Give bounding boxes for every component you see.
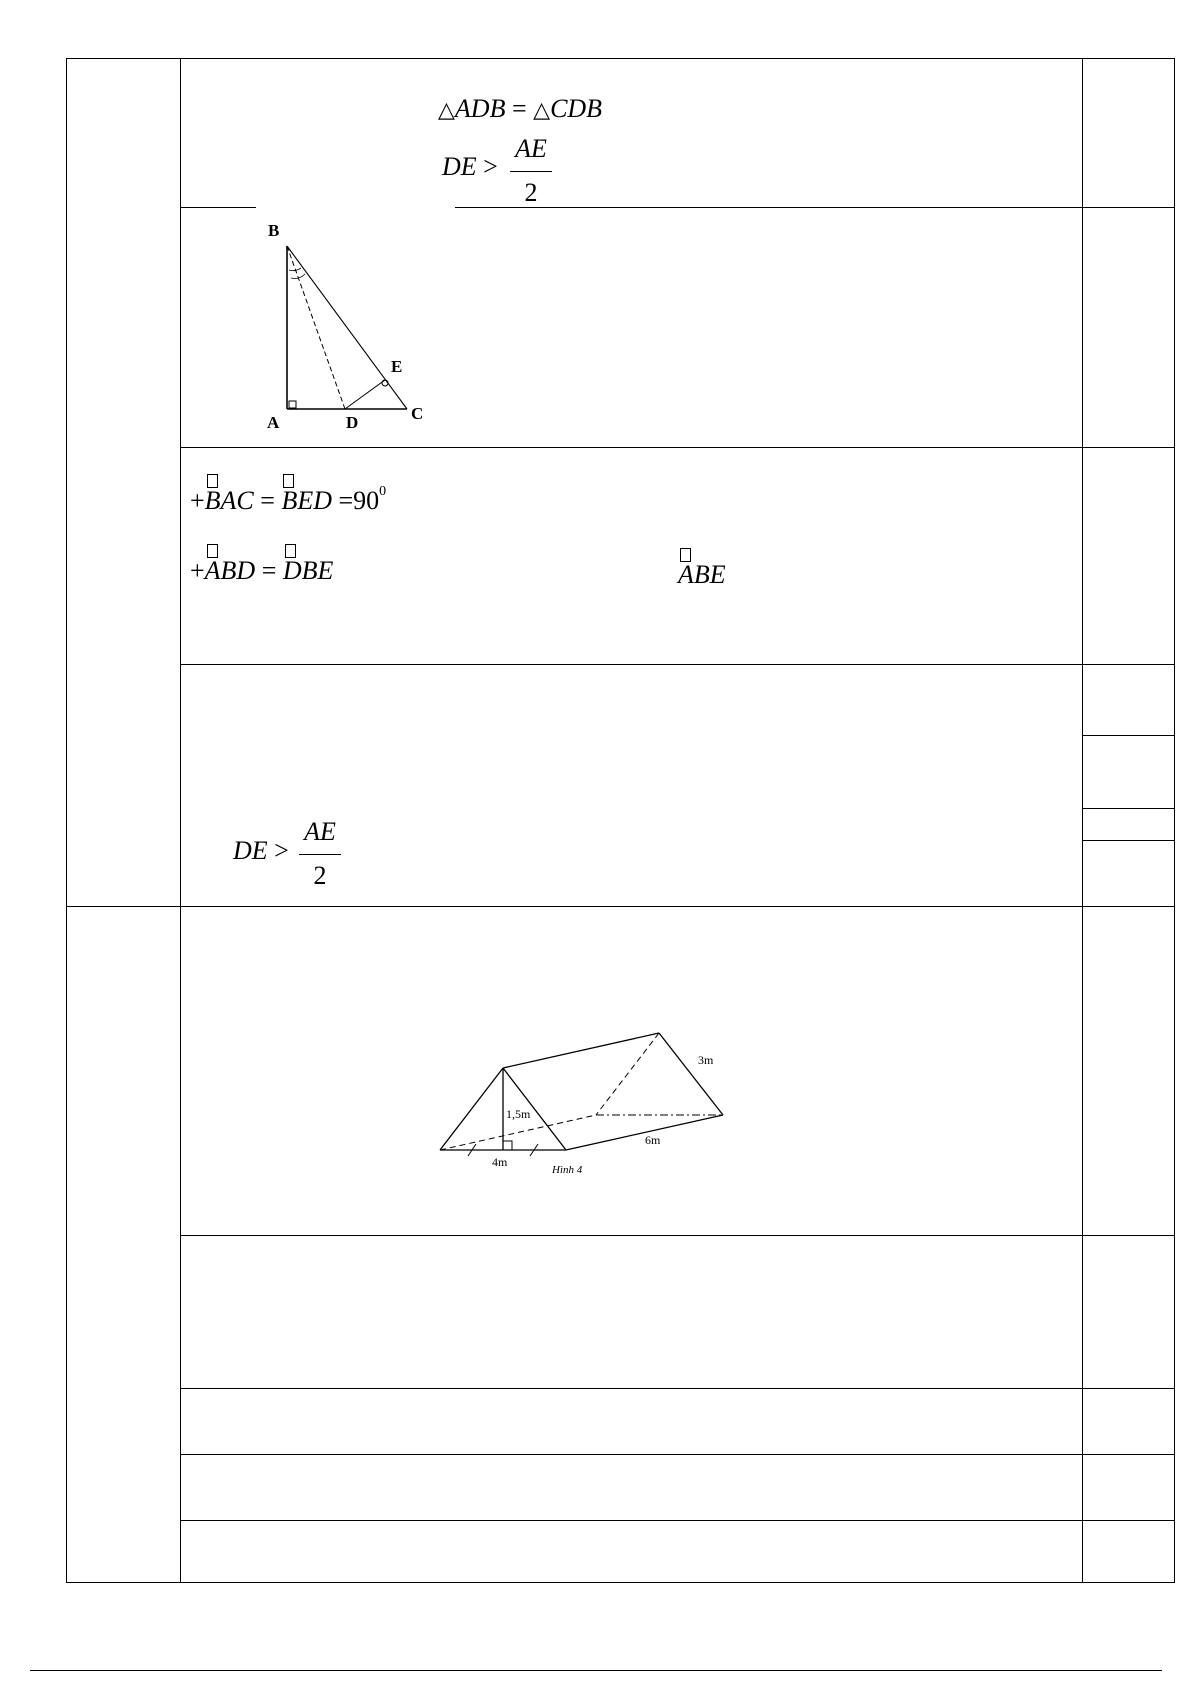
segment-de-line	[345, 380, 385, 409]
table-top-border	[66, 58, 1175, 59]
triangle-figure	[255, 210, 455, 435]
label-c: C	[411, 404, 424, 423]
angle-abd-label: ABD	[204, 556, 256, 585]
angle-hat-icon	[207, 544, 218, 558]
fraction-bar	[510, 171, 552, 172]
page-footer-line	[30, 1670, 1162, 1671]
right-angle-mark	[503, 1141, 512, 1150]
label-base: 4m	[492, 1155, 508, 1169]
score-divider-a	[1082, 735, 1175, 736]
fraction-ae-over-2-b	[299, 819, 341, 889]
equals-sign: =	[261, 556, 277, 585]
angle-abe-wrap	[678, 562, 726, 588]
fraction-bar	[299, 854, 341, 855]
row-divider-2	[180, 447, 1175, 448]
greater-than-sign: >	[274, 836, 289, 865]
prism-figure	[430, 1020, 750, 1180]
label-height: 1,5m	[506, 1107, 531, 1121]
segment-de: DE	[442, 152, 477, 181]
triangle-symbol-icon: △	[438, 98, 455, 123]
row-divider-7	[180, 1454, 1175, 1455]
row-divider-8	[180, 1520, 1175, 1521]
triangle-symbol-icon: △	[533, 98, 551, 123]
row-divider-1b	[455, 207, 1175, 208]
fraction-ae-over-2	[510, 136, 552, 206]
fraction-numerator: AE	[515, 134, 547, 163]
angle-bac	[205, 488, 254, 514]
fraction-numerator: AE	[304, 817, 336, 846]
score-divider-c	[1082, 840, 1175, 841]
side-bc	[287, 246, 407, 409]
angle-bed	[281, 488, 332, 514]
angle-abe-label: ABE	[678, 560, 726, 589]
angle-equation-2	[190, 558, 333, 584]
triangle-cdb: CDB	[550, 94, 603, 123]
table-right-border	[1174, 58, 1175, 1582]
angle-hat-icon	[207, 474, 218, 488]
row-divider-5	[180, 1235, 1175, 1236]
right-angle-mark-e	[382, 380, 388, 386]
fraction-denominator: 2	[313, 861, 327, 890]
angle-bac-label: BAC	[204, 486, 254, 515]
question-divider	[66, 906, 1175, 907]
congruence-statement	[438, 96, 602, 122]
angle-hat-icon	[285, 544, 296, 558]
label-length: 6m	[645, 1133, 661, 1147]
segment-de: DE	[233, 836, 268, 865]
row-divider-6	[180, 1388, 1175, 1389]
equals-sign: =	[511, 94, 527, 123]
right-angle-mark-a	[289, 401, 296, 408]
equals-sign: =	[338, 486, 354, 515]
label-d: D	[346, 413, 359, 432]
label-a: A	[267, 413, 280, 432]
degree-superscript: 0	[379, 484, 387, 500]
angle-equation-1	[190, 484, 387, 515]
row-divider-1a	[180, 207, 256, 208]
score-divider-b	[1082, 808, 1175, 809]
label-side: 3m	[698, 1053, 714, 1067]
column-divider-2	[1082, 58, 1083, 1582]
plus-prefix: +	[190, 486, 205, 515]
label-b: B	[268, 221, 280, 240]
plus-prefix: +	[190, 556, 205, 585]
angle-bed-label: BED	[281, 486, 332, 515]
angle-dbe	[283, 558, 334, 584]
angle-hat-icon	[283, 474, 294, 488]
greater-than-sign: >	[483, 152, 498, 181]
inequality-lhs	[442, 154, 498, 180]
equals-sign: =	[260, 486, 275, 515]
triangle-adb: ADB	[454, 94, 506, 123]
ridge-edge	[503, 1033, 659, 1068]
angle-hat-icon	[680, 548, 691, 562]
column-divider-1	[180, 58, 181, 1582]
fraction-denominator: 2	[524, 178, 538, 207]
table-bottom-border	[66, 1582, 1175, 1583]
label-e: E	[391, 357, 403, 376]
row-divider-3	[180, 664, 1175, 665]
inequality-lhs-2	[233, 838, 289, 864]
angle-abd	[205, 558, 256, 584]
table-left-border	[66, 58, 67, 1582]
angle-abe	[678, 562, 726, 588]
angle-value: 90	[353, 486, 380, 515]
angle-dbe-label: DBE	[282, 556, 334, 585]
back-right-edge	[659, 1033, 723, 1115]
figure-caption: Hình 4	[552, 1164, 583, 1176]
